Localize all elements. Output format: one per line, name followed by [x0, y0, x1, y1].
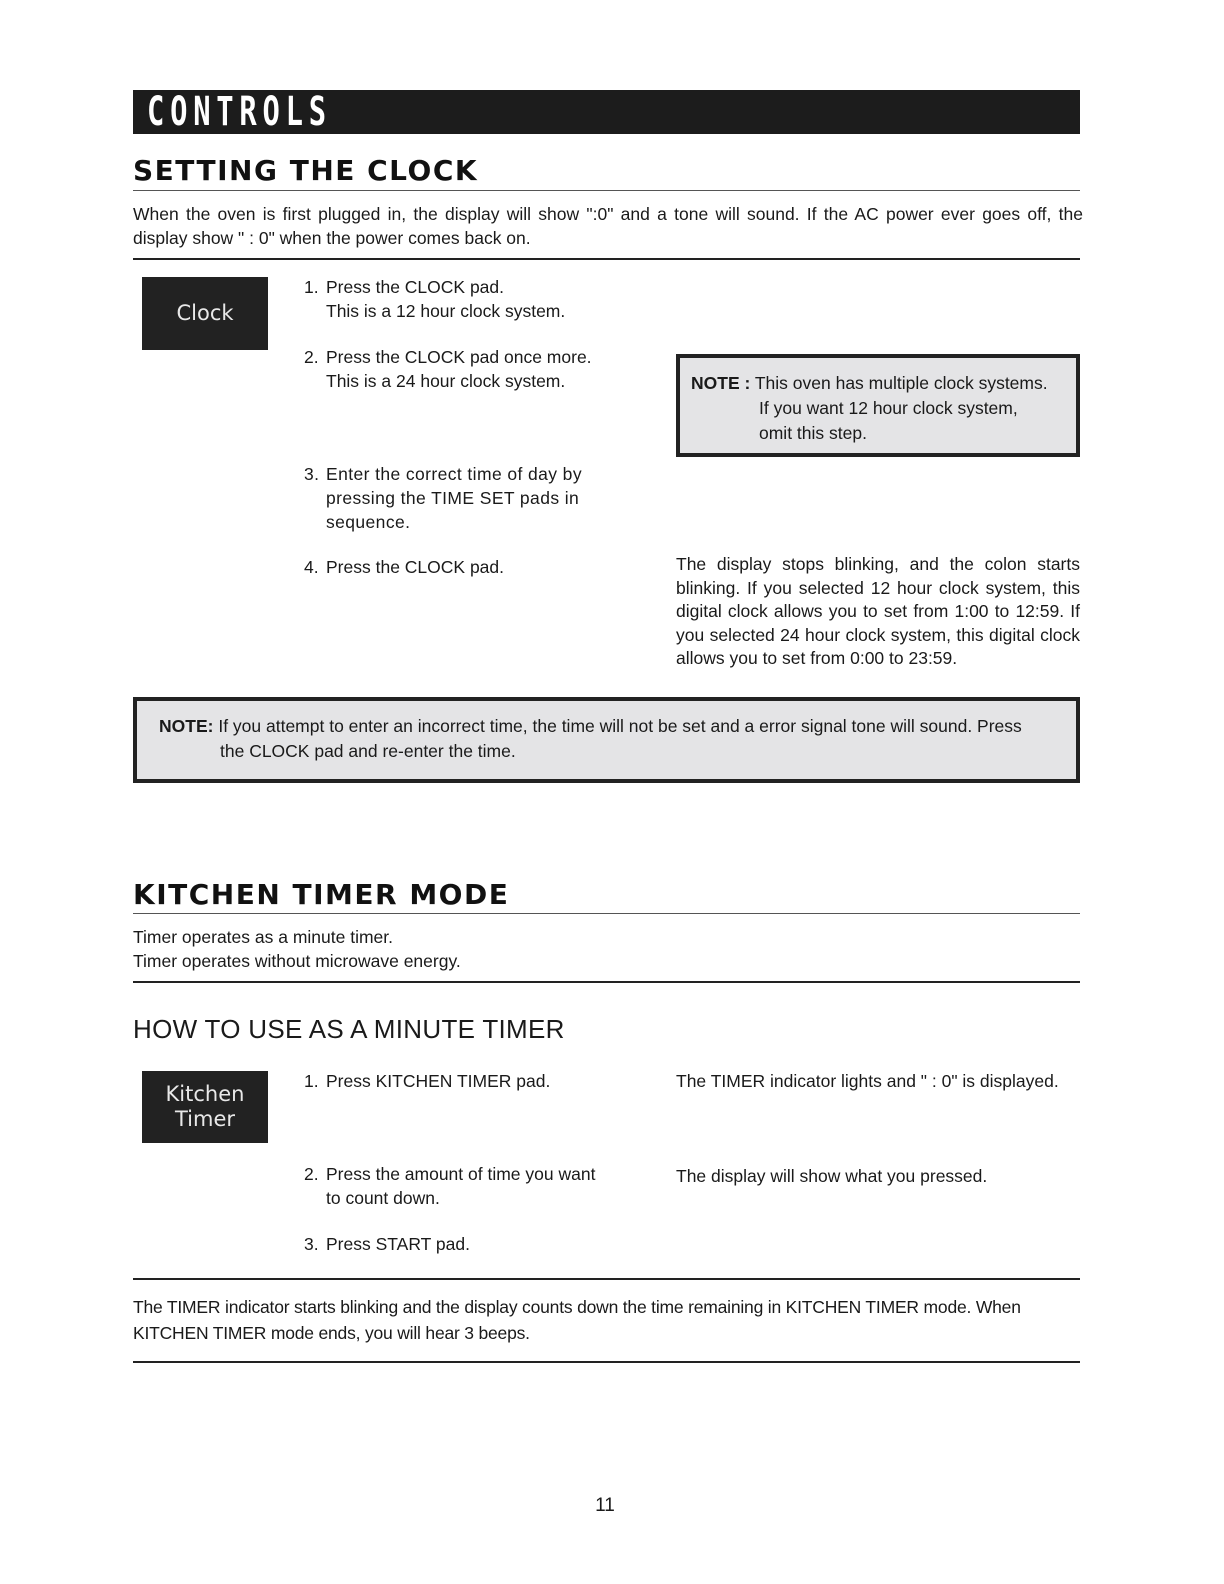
clock-button[interactable] [142, 277, 268, 350]
divider [133, 1278, 1080, 1280]
section-title-setting-clock: SETTING THE CLOCK [133, 154, 479, 187]
clock-step-4-description: The display stops blinking, and the colon starts blinking. If you selected 12 hour clock system, this digital clock allows you to set from 1:00 to 12:59. If you selected 24 hour clock system, this digital clock allows you to set from 0:00 to 23:59. [676, 554, 1080, 668]
timer-step-2: 2. Press the amount of time you want to count down. [304, 1164, 596, 1208]
kitchen-timer-button[interactable]: Kitchen Timer [142, 1071, 268, 1143]
multiple-clock-note: NOTE : This oven has multiple clock systems. If you want 12 hour clock system, omit this step. [676, 354, 1080, 457]
clock-step-2: 2. Press the CLOCK pad once more. This is a 24 hour clock system. [304, 347, 592, 391]
banner-title: CONTROLS [147, 89, 332, 135]
timer-footer-text: The TIMER indicator starts blinking and the display counts down the time remaining in KITCHEN TIMER mode. When KITCHEN TIMER mode ends, you will hear 3 beeps. [133, 1297, 1021, 1343]
divider [133, 190, 1080, 191]
timer-step-1: 1. Press KITCHEN TIMER pad. [304, 1071, 551, 1091]
section-title-kitchen-timer: KITCHEN TIMER MODE [133, 878, 510, 911]
timer-step-2-description: The display will show what you pressed. [676, 1166, 988, 1186]
timer-intro: Timer operates as a minute timer. Timer operates without microwave energy. [133, 927, 461, 971]
minute-timer-subheading: HOW TO USE AS A MINUTE TIMER [133, 1014, 565, 1044]
timer-step-1-description: The TIMER indicator lights and " : 0" is displayed. [676, 1071, 1059, 1091]
timer-step-3: 3. Press START pad. [304, 1234, 470, 1254]
divider [133, 913, 1080, 914]
page-number: 11 [595, 1495, 615, 1516]
divider [133, 981, 1080, 983]
clock-intro-text: When the oven is first plugged in, the display will show ":0" and a tone will sound. If the AC power ever goes off, the display show " : 0" when the power comes back on. [133, 204, 1083, 248]
controls-banner [133, 90, 1080, 134]
divider [133, 1361, 1080, 1363]
clock-button-label: Clock [176, 301, 234, 325]
divider [133, 258, 1080, 260]
clock-step-1: 1. Press the CLOCK pad. This is a 12 hour clock system. [304, 277, 566, 321]
incorrect-time-note: NOTE: If you attempt to enter an incorrect time, the time will not be set and a error signal tone will sound. Press the CLOCK pad and re-enter the time. [133, 697, 1080, 783]
clock-step-4: 4. Press the CLOCK pad. [304, 557, 504, 577]
clock-step-3: 3. Enter the correct time of day by pressing the TIME SET pads in sequence. [304, 464, 582, 532]
